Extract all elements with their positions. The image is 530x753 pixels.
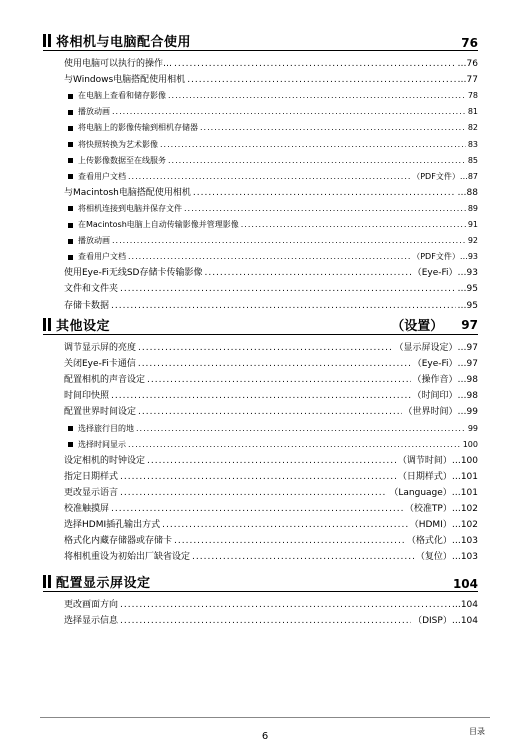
section-header <box>43 30 478 51</box>
bullet-icon <box>68 442 73 447</box>
toc-entry-label: 播放动画 <box>78 107 110 117</box>
toc-entry-label: 选择旅行目的地 <box>78 423 134 433</box>
toc-entry[interactable] <box>68 105 478 119</box>
toc-entry[interactable] <box>64 550 478 564</box>
dot-leader <box>160 138 466 152</box>
toc-entry-label: 上传影像数据至在线服务 <box>78 155 166 165</box>
toc-entry-label: 与Macintosh电脑搭配使用相机 <box>64 187 191 198</box>
toc-section-computer <box>43 30 478 311</box>
section-title: 将相机与电脑配合使用 <box>56 35 192 50</box>
section-page[interactable]: 76 <box>461 36 478 50</box>
toc-entry-label: 在Macintosh电脑上自动传输影像并管理影像 <box>78 220 239 229</box>
dot-leader <box>128 438 461 452</box>
bullet-icon <box>68 426 73 431</box>
toc-entry-label: 播放动画 <box>78 236 110 246</box>
toc-entry-label: 设定相机的时钟设定 <box>64 455 146 466</box>
toc-entry-page: （调节时间）…100 <box>397 455 478 466</box>
toc-entry-page: 81 <box>467 107 478 117</box>
toc-entry[interactable] <box>68 250 478 264</box>
toc-entry-page: …88 <box>457 187 478 198</box>
section-title: 其他设定 <box>56 319 111 334</box>
toc-entry-label: 更改画面方向 <box>64 600 119 610</box>
toc-entry-page: …77 <box>457 75 478 86</box>
toc-entry[interactable] <box>64 73 478 87</box>
toc-entry-page: （校准TP）…102 <box>404 504 478 514</box>
toc-entry[interactable] <box>68 422 478 436</box>
toc-entry-page: …95 <box>457 284 478 295</box>
toc-entry-label: 将相机重设为初始出厂缺省设定 <box>64 552 191 563</box>
dot-leader <box>112 105 466 119</box>
dot-leader <box>138 341 393 355</box>
toc-entry[interactable] <box>64 341 478 355</box>
bullet-icon <box>68 223 73 228</box>
dot-leader <box>112 234 466 248</box>
bullet-icon <box>68 239 73 244</box>
toc-entry-label: 选择时间显示 <box>78 439 126 449</box>
bullet-icon <box>68 110 73 115</box>
bullet-icon <box>68 174 73 179</box>
section-header <box>43 314 478 335</box>
toc-entry[interactable] <box>68 202 478 216</box>
page-number: 6 <box>261 731 269 742</box>
toc-entry[interactable] <box>68 218 478 232</box>
bullet-icon <box>68 142 73 147</box>
toc-entry-page: 99 <box>467 423 478 433</box>
toc-entry[interactable] <box>68 438 478 452</box>
toc-entry[interactable] <box>64 299 478 313</box>
bullet-icon <box>68 255 73 260</box>
toc-entry-label: 查看用户文档 <box>78 171 126 181</box>
bullet-icon <box>68 158 73 163</box>
toc-entry-page: （HDMI）…102 <box>409 520 478 531</box>
toc-entry-page: （操作音）…98 <box>412 375 478 386</box>
dot-leader <box>162 518 408 532</box>
toc-entry[interactable] <box>68 121 478 135</box>
toc-entry-page: 78 <box>467 91 478 101</box>
toc-entry-label: 选择HDMI插孔输出方式 <box>64 520 161 531</box>
toc-entry-page: 89 <box>467 203 478 213</box>
toc-entry-label: 与Windows电脑搭配使用相机 <box>64 75 186 86</box>
dot-leader <box>120 470 396 484</box>
toc-entry[interactable] <box>68 234 478 248</box>
toc-entry[interactable] <box>68 138 478 152</box>
toc-entry-page: 82 <box>467 123 478 133</box>
toc-entry-page: （显示屏设定）…97 <box>394 343 478 353</box>
toc-entry-page: 91 <box>467 220 478 229</box>
dot-leader <box>200 121 466 135</box>
toc-entry-label: 配置相机的声音设定 <box>64 375 146 386</box>
dot-leader <box>111 389 411 403</box>
toc-entry-label: 将相机连接到电脑并保存文件 <box>78 203 182 213</box>
toc-entry-label: 配置世界时间设定 <box>64 407 137 418</box>
toc-entry-label: 查看用户文档 <box>78 252 126 262</box>
toc-entry-page: 83 <box>467 139 478 149</box>
toc-entry-page: 100 <box>462 439 478 449</box>
toc-entry-label: 使用电脑可以执行的操作… <box>64 59 173 69</box>
dot-leader <box>128 170 410 184</box>
dot-leader <box>192 550 414 564</box>
footer-label: 目录 <box>469 727 485 736</box>
toc-entry-page: （Eye-Fi）…93 <box>412 268 478 279</box>
toc-entry[interactable] <box>64 389 478 403</box>
toc-entry-page: （DISP）…104 <box>413 616 478 627</box>
toc-entry-page: （世界时间）…99 <box>403 407 478 418</box>
section-page[interactable]: 97 <box>461 317 478 332</box>
toc-entry-page: （Eye-Fi）…97 <box>412 359 478 370</box>
toc-entry-label: 文件和文件夹 <box>64 284 119 295</box>
toc-entry[interactable] <box>68 154 478 168</box>
footer-divider <box>40 717 490 718</box>
toc-entry-label: 将快照转换为艺术影像 <box>78 139 158 149</box>
dot-leader <box>111 502 403 516</box>
dot-leader <box>187 73 455 87</box>
toc-entry-label: 在电脑上查看和储存影像 <box>78 91 166 101</box>
dot-leader <box>174 57 456 71</box>
toc-entry[interactable] <box>68 89 478 103</box>
section-marker-icon <box>43 34 51 47</box>
toc-entry[interactable] <box>64 486 478 500</box>
toc-entry[interactable] <box>64 266 478 280</box>
section-title: 配置显示屏设定 <box>56 576 151 591</box>
section-page[interactable]: 104 <box>452 577 478 591</box>
toc-entry-page: （日期样式）…101 <box>397 471 478 482</box>
toc-entry[interactable] <box>64 357 478 371</box>
dot-leader <box>138 405 402 419</box>
toc-entry-label: 使用Eye-Fi无线SD存储卡传输影像 <box>64 268 203 279</box>
section-header <box>43 571 478 592</box>
bullet-icon <box>68 126 73 131</box>
toc-entry-page: 85 <box>467 155 478 165</box>
dot-leader <box>174 534 405 548</box>
toc-entry[interactable] <box>64 57 478 71</box>
toc-entry[interactable] <box>64 534 478 548</box>
dot-leader <box>128 250 410 264</box>
toc-entry-label: 调节显示屏的亮度 <box>64 343 137 353</box>
section-marker-icon <box>43 318 51 331</box>
dot-leader <box>204 266 410 280</box>
toc-entry-page: （复位）…103 <box>415 552 478 563</box>
dot-leader <box>147 454 396 468</box>
toc-entry-label: 时间印快照 <box>64 391 110 402</box>
dot-leader <box>120 598 450 612</box>
toc-entry[interactable] <box>64 518 478 532</box>
toc-entry[interactable] <box>64 282 478 296</box>
dot-leader <box>193 186 456 200</box>
toc-entry[interactable] <box>64 373 478 387</box>
dot-leader <box>168 154 466 168</box>
dot-leader <box>120 486 387 500</box>
toc-entry[interactable] <box>68 170 478 184</box>
toc-entry-page: 92 <box>467 236 478 246</box>
dot-leader <box>120 282 456 296</box>
toc-entry-label: 更改显示语言 <box>64 487 119 498</box>
toc-entry-label: 格式化内藏存储器或存储卡 <box>64 536 173 547</box>
toc-entry-label: 关闭Eye-Fi卡通信 <box>64 359 136 370</box>
toc-section-settings <box>43 314 478 563</box>
dot-leader <box>111 299 456 313</box>
toc-entry-label: 将电脑上的影像传输到相机存储器 <box>78 123 198 133</box>
toc-entry-page: …95 <box>457 300 478 311</box>
toc-entry-label: 指定日期样式 <box>64 471 119 482</box>
toc-entry[interactable] <box>64 502 478 516</box>
dot-leader <box>120 614 411 628</box>
toc-entry[interactable] <box>64 186 478 200</box>
dot-leader <box>241 218 466 232</box>
dot-leader <box>184 202 466 216</box>
toc-entry-page: （时间印）…98 <box>412 391 478 402</box>
toc-entry[interactable] <box>64 598 478 612</box>
toc-entry[interactable] <box>64 405 478 419</box>
toc-entry-label: 存储卡数据 <box>64 300 110 311</box>
dot-leader <box>138 357 411 371</box>
bullet-icon <box>68 206 73 211</box>
toc-entry-page: （Language）…101 <box>389 487 478 498</box>
dot-leader <box>147 373 411 387</box>
toc-entry-page: …76 <box>457 59 478 69</box>
section-marker-icon <box>43 575 51 588</box>
toc-entry-label: 校准触摸屏 <box>64 504 110 514</box>
toc-entry-page: （格式化）…103 <box>406 536 478 547</box>
toc-entry[interactable] <box>64 470 478 484</box>
dot-leader <box>168 89 466 103</box>
section-note: （设置） <box>391 319 444 334</box>
toc-section-display <box>43 571 478 627</box>
toc-entry-page: （PDF文件）…87 <box>412 171 478 181</box>
toc-entry-page: （PDF文件）…93 <box>412 252 478 262</box>
toc-entry[interactable] <box>64 454 478 468</box>
toc-entry-page: …104 <box>451 600 478 610</box>
toc-entry[interactable] <box>64 614 478 628</box>
toc-entry-label: 选择显示信息 <box>64 616 119 627</box>
bullet-icon <box>68 94 73 99</box>
dot-leader <box>136 422 466 436</box>
